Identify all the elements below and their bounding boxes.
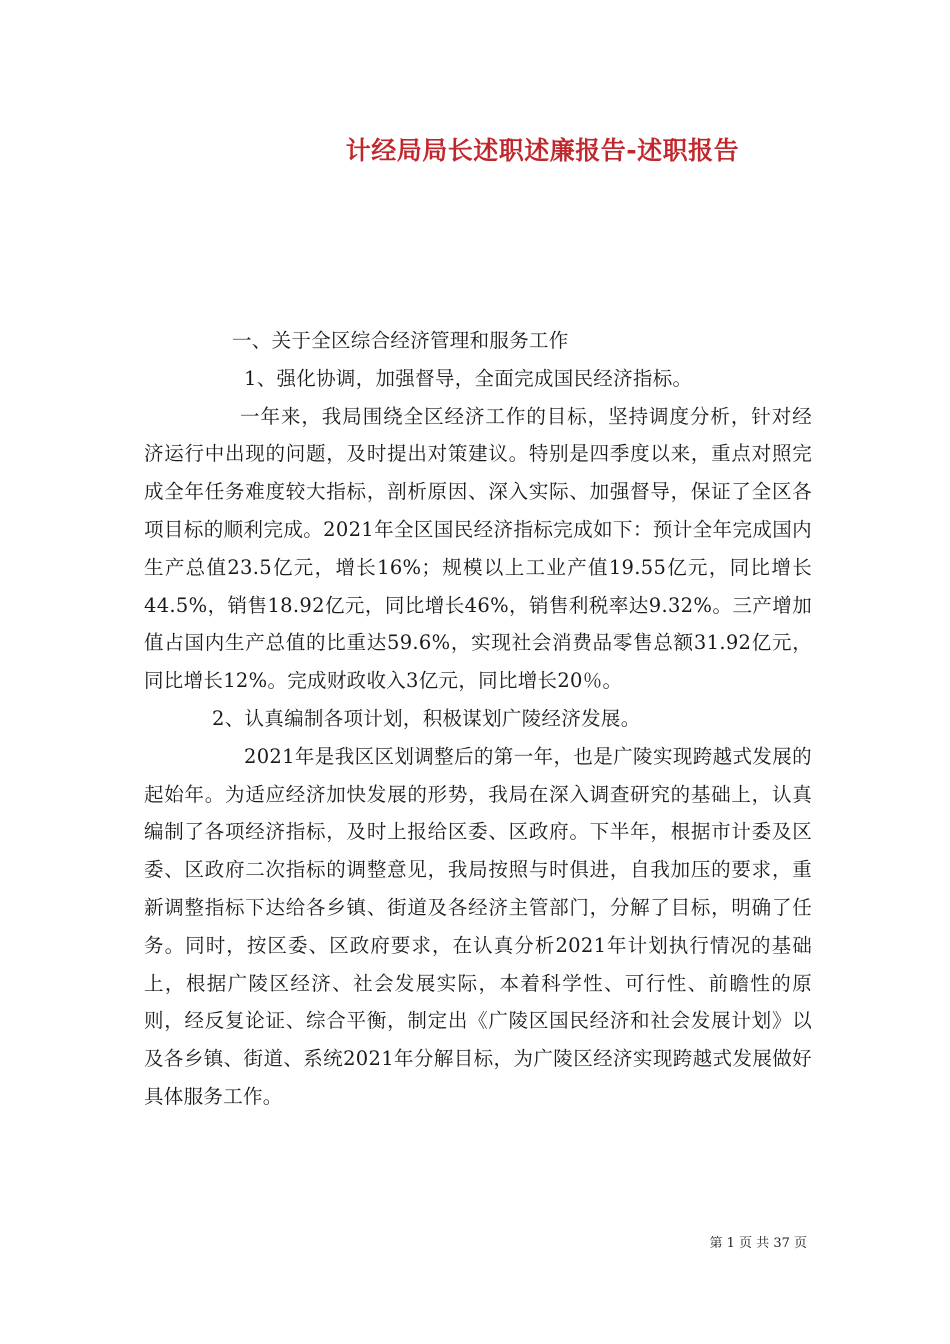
subsection-heading: 1、强化协调，加强督导，全面完成国民经济指标。 <box>244 366 693 390</box>
page-number: 第 1 页 共 37 页 <box>709 1236 807 1251</box>
document-body <box>144 322 812 1116</box>
subsection-heading: 2、认真编制各项计划，积极谋划广陵经济发展。 <box>212 706 641 730</box>
section-heading: 一、关于全区综合经济管理和服务工作 <box>232 329 569 352</box>
document-title: 计经局局长述职述廉报告-述职报告 <box>345 136 740 165</box>
body-paragraph: 2021年是我区区划调整后的第一年，也是广陵实现跨越式发展的起始年。为适应经济加快发展的形势，我局在深入调查研究的基础上，认真编制了各项经济指标，及时上报给区委、区政府。下半年，根据市计委及区委、区政府二次指标的调整意见，我局按照与时俱进，自我加压的要求，重新调整指标下达给各乡镇、街道及各经济主管部门，分解了目标，明确了任务。同时，按区委、区政府要求，在认真分析2021年计划执行情况的基础上，根据广陵区经济、社会发展实际，本着科学性、可行性、前瞻性的原则，经反复论证、综合平衡，制定出《广陵区国民经济和社会发展计划》以及各乡镇、街道、系统2021年分解目标，为广陵区经济实现跨越式发展做好具体服务工作。 <box>144 744 812 1108</box>
body-paragraph: 一年来，我局围绕全区经济工作的目标，坚持调度分析，针对经济运行中出现的问题，及时提出对策建议。特别是四季度以来，重点对照完成全年任务难度较大指标，剖析原因、深入实际、加强督导，保证了全区各项目标的顺利完成。2021年全区国民经济指标完成如下：预计全年完成国内生产总值23.5亿元，增长16%；规模以上工业产值19.55亿元，同比增长44.5%，销售18.92亿元，同比增长46%，销售利税率达9.32%。三产增加值占国内生产总值的比重达59.6%，实现社会消费品零售总额31.92亿元，同比增长12%。完成财政收入3亿元，同比增长20％。 <box>144 404 812 693</box>
